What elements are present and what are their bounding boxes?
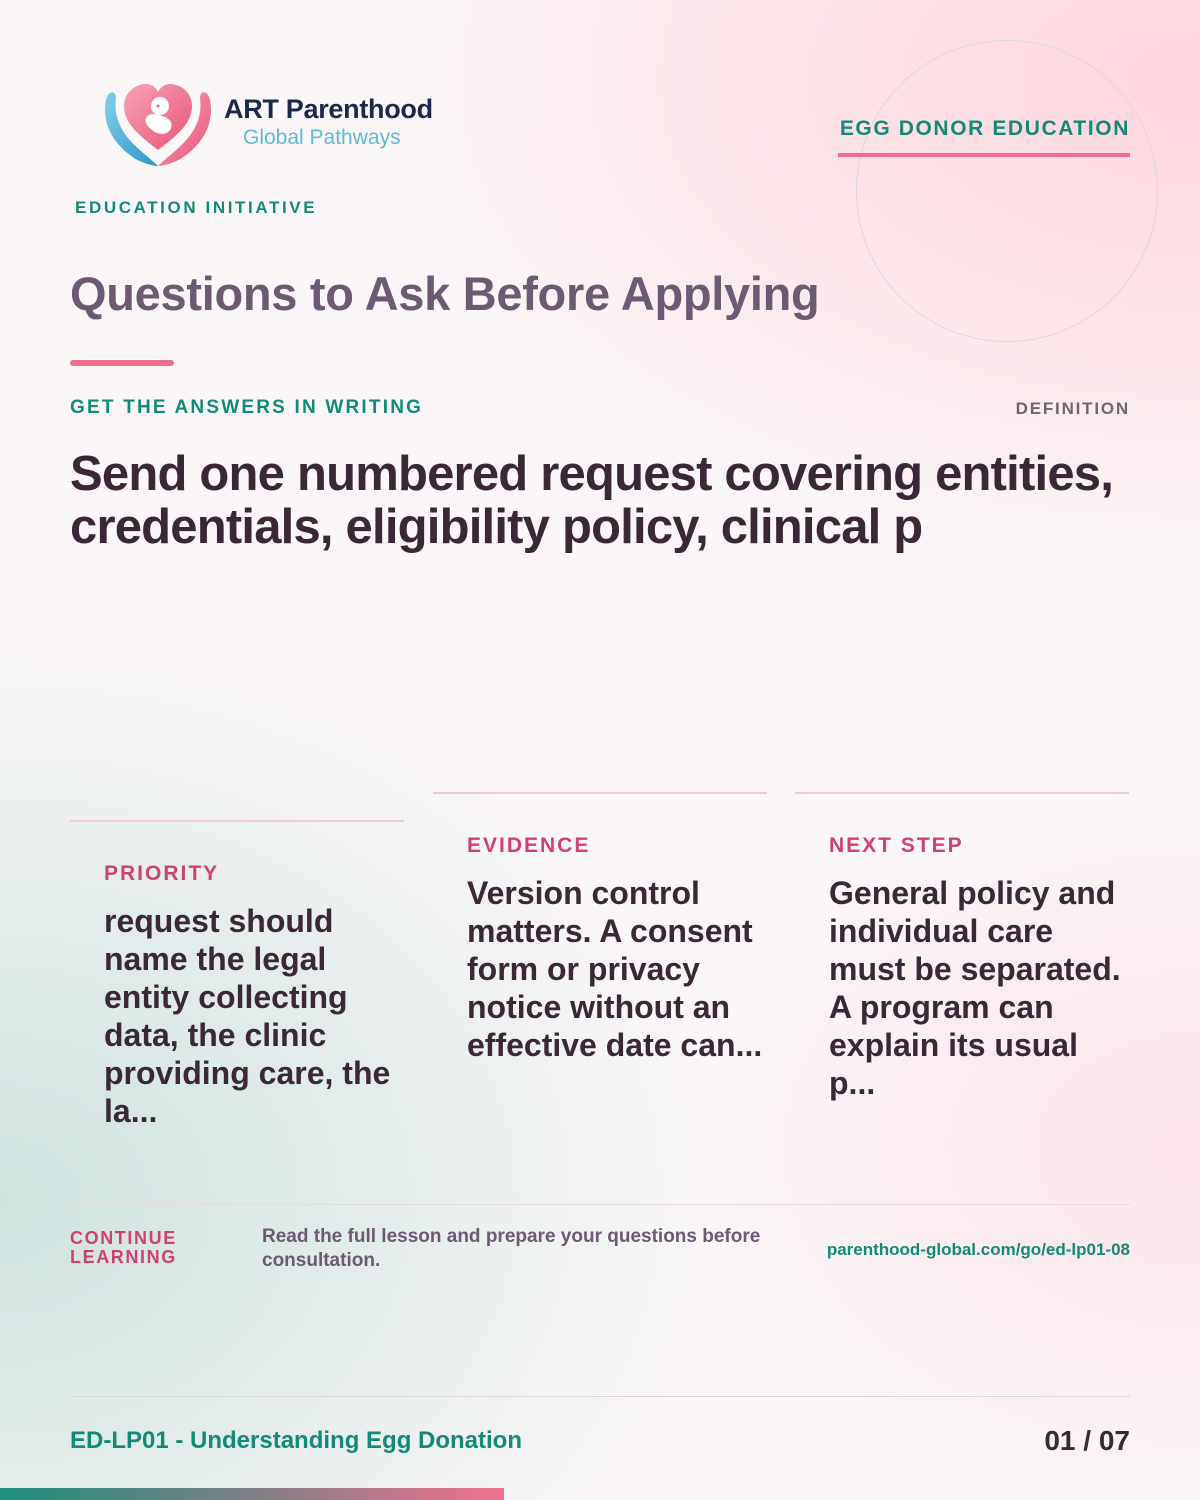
card-label: PRIORITY (104, 862, 220, 885)
card-label: EVIDENCE (467, 834, 591, 857)
card-divider (70, 820, 404, 822)
card-body: request should name the legal entity collecting data, the clinic providing care, the la... (104, 903, 391, 1129)
card-divider (795, 792, 1129, 794)
initiative-label: EDUCATION INITIATIVE (75, 198, 318, 217)
progress-bar-fill (0, 1488, 504, 1500)
category-tag-underline (838, 153, 1130, 157)
brand-logo (100, 72, 216, 172)
brand-name: ART Parenthood (224, 94, 433, 124)
card-next-step (795, 792, 1129, 1102)
definition-headline: Send one numbered request covering entities, credentials, eligibility policy, clinical p (70, 447, 1114, 554)
page-indicator: 01 / 07 (1044, 1425, 1130, 1456)
continue-text: Read the full lesson and prepare your questions before consultation. (262, 1226, 761, 1271)
continue-divider (70, 1204, 1130, 1205)
continue-label: CONTINUE LEARNING (70, 1228, 177, 1267)
section-label: GET THE ANSWERS IN WRITING (70, 397, 424, 418)
page-title: Questions to Ask Before Applying (70, 267, 820, 320)
card-label: NEXT STEP (829, 834, 964, 857)
card-divider (433, 792, 767, 794)
card-evidence (433, 792, 767, 1064)
title-accent-bar (70, 360, 174, 366)
card-body: General policy and individual care must be separated. A program can explain its usual p... (829, 875, 1121, 1101)
brand-subtitle: Global Pathways (243, 126, 401, 149)
card-priority (70, 820, 404, 1130)
course-title: ED-LP01 - Understanding Egg Donation (70, 1427, 523, 1454)
definition-label: DEFINITION (1015, 399, 1130, 418)
card-body: Version control matters. A consent form or privacy notice without an effective date can... (467, 875, 763, 1063)
lesson-link[interactable]: parenthood-global.com/go/ed-lp01-08 (826, 1240, 1130, 1259)
category-tag: EGG DONOR EDUCATION (839, 117, 1130, 140)
footer-divider (70, 1396, 1130, 1397)
decorative-circle (856, 40, 1158, 342)
heart-hands-baby-icon (100, 72, 216, 172)
